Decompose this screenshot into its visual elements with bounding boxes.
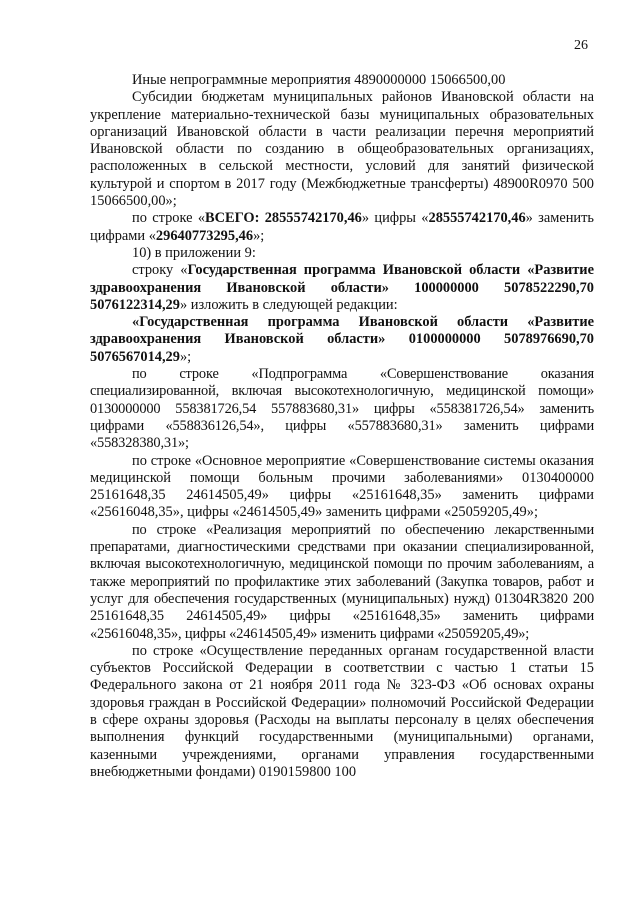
paragraph-medicines: по строке «Реализация мероприятий по обеспечению лекарственными препаратами, диагностическими средствами при оказании специализированной, включая высокотехнологичную, медицинской помощи по прочим заболеваниям, а также мероприятий по профилактике этих заболеваний (Закупка товаров, работ и услуг для обеспечения государственных (муниципальных) нужд) 01304R3820 200 25161648,35 24614505,49» цифры «25161648,35» заменить цифрами «25616048,35», цифры «24614505,49» изменить цифрами «25059205,49»; [90,521,594,642]
paragraph-main-measure: по строке «Основное мероприятие «Совершенствование системы оказания медицинской помощи больным прочими заболеваниями» 0130400000 25161648,35 24614505,49» цифры «25161648,35» заменить цифрами «25616048,35», цифры «24614505,49» заменить цифрами «25059205,49»; [90,452,594,521]
paragraph-program-line: строку «Государственная программа Ивановской области «Развитие здравоохранения Ивановской области» 100000000 5078522290,70 5076122314,29» изложить в следующей редакции: [90,262,594,313]
paragraph-program-new: «Государственная программа Ивановской области «Развитие здравоохранения Ивановской области» 0100000000 5078976690,70 5076567014,29»; [90,314,594,365]
total-label: ВСЕГО: 28555742170,46 [205,210,362,227]
paragraph-nonprogram-measures: Иные непрограммные мероприятия 4890000000 15066500,00 [132,72,506,88]
page-number: 26 [574,38,588,53]
paragraph-total-replacement: по строке «ВСЕГО: 28555742170,46» цифры «28555742170,46» заменить цифрами «29640773295,46»; [90,210,594,244]
paragraph-delegated-powers: по строке «Осуществление переданных органам государственной власти субъектов Российской Федерации в соответствии с частью 1 статьи 15 Федерального закона от 21 ноября 2011 года № 323-ФЗ «Об основах охраны здоровья граждан в Российской Федерации» полномочий Российской Федерации в сфере охраны здоровья (Расходы на выплаты персоналу в целях обеспечения выполнения функций государственными (муниципальными) органами, казенными учреждениями, органами управления государственными внебюджетными фондами) 0190159800 100 [90,642,594,780]
paragraph-subprogram: по строке «Подпрограмма «Совершенствование оказания специализированной, включая высокотехнологичную, медицинской помощи» 0130000000 558381726,54 557883680,31» цифры «558381726,54» заменить цифрами «558836126,54», цифры «557883680,31» заменить цифрами «558328380,31»; [90,366,594,452]
old-total: 28555742170,46 [428,210,526,227]
new-total: 29640773295,46 [155,227,254,244]
document-body [90,72,594,781]
program-old-line: Государственная программа Ивановской области «Развитие здравоохранения Ивановской области» 100000000 5078522290,70 5076122314,29 [90,262,594,313]
paragraph-subsidies: Субсидии бюджетам муниципальных районов Ивановской области на укрепление материально-технической базы муниципальных образовательных организаций Ивановской области в части реализации перечня мероприятий Ивановской области по созданию в общеобразовательных организациях, расположенных в сельской местности, условий для занятий физической культурой и спортом в 2017 году (Межбюджетные трансферты) 48900R0970 500 15066500,00»; [90,89,594,210]
paragraph-appendix-9: 10) в приложении 9: [132,244,256,261]
program-new-line: «Государственная программа Ивановской области «Развитие здравоохранения Ивановской области» 0100000000 5078976690,70 5076567014,29 [90,314,594,365]
